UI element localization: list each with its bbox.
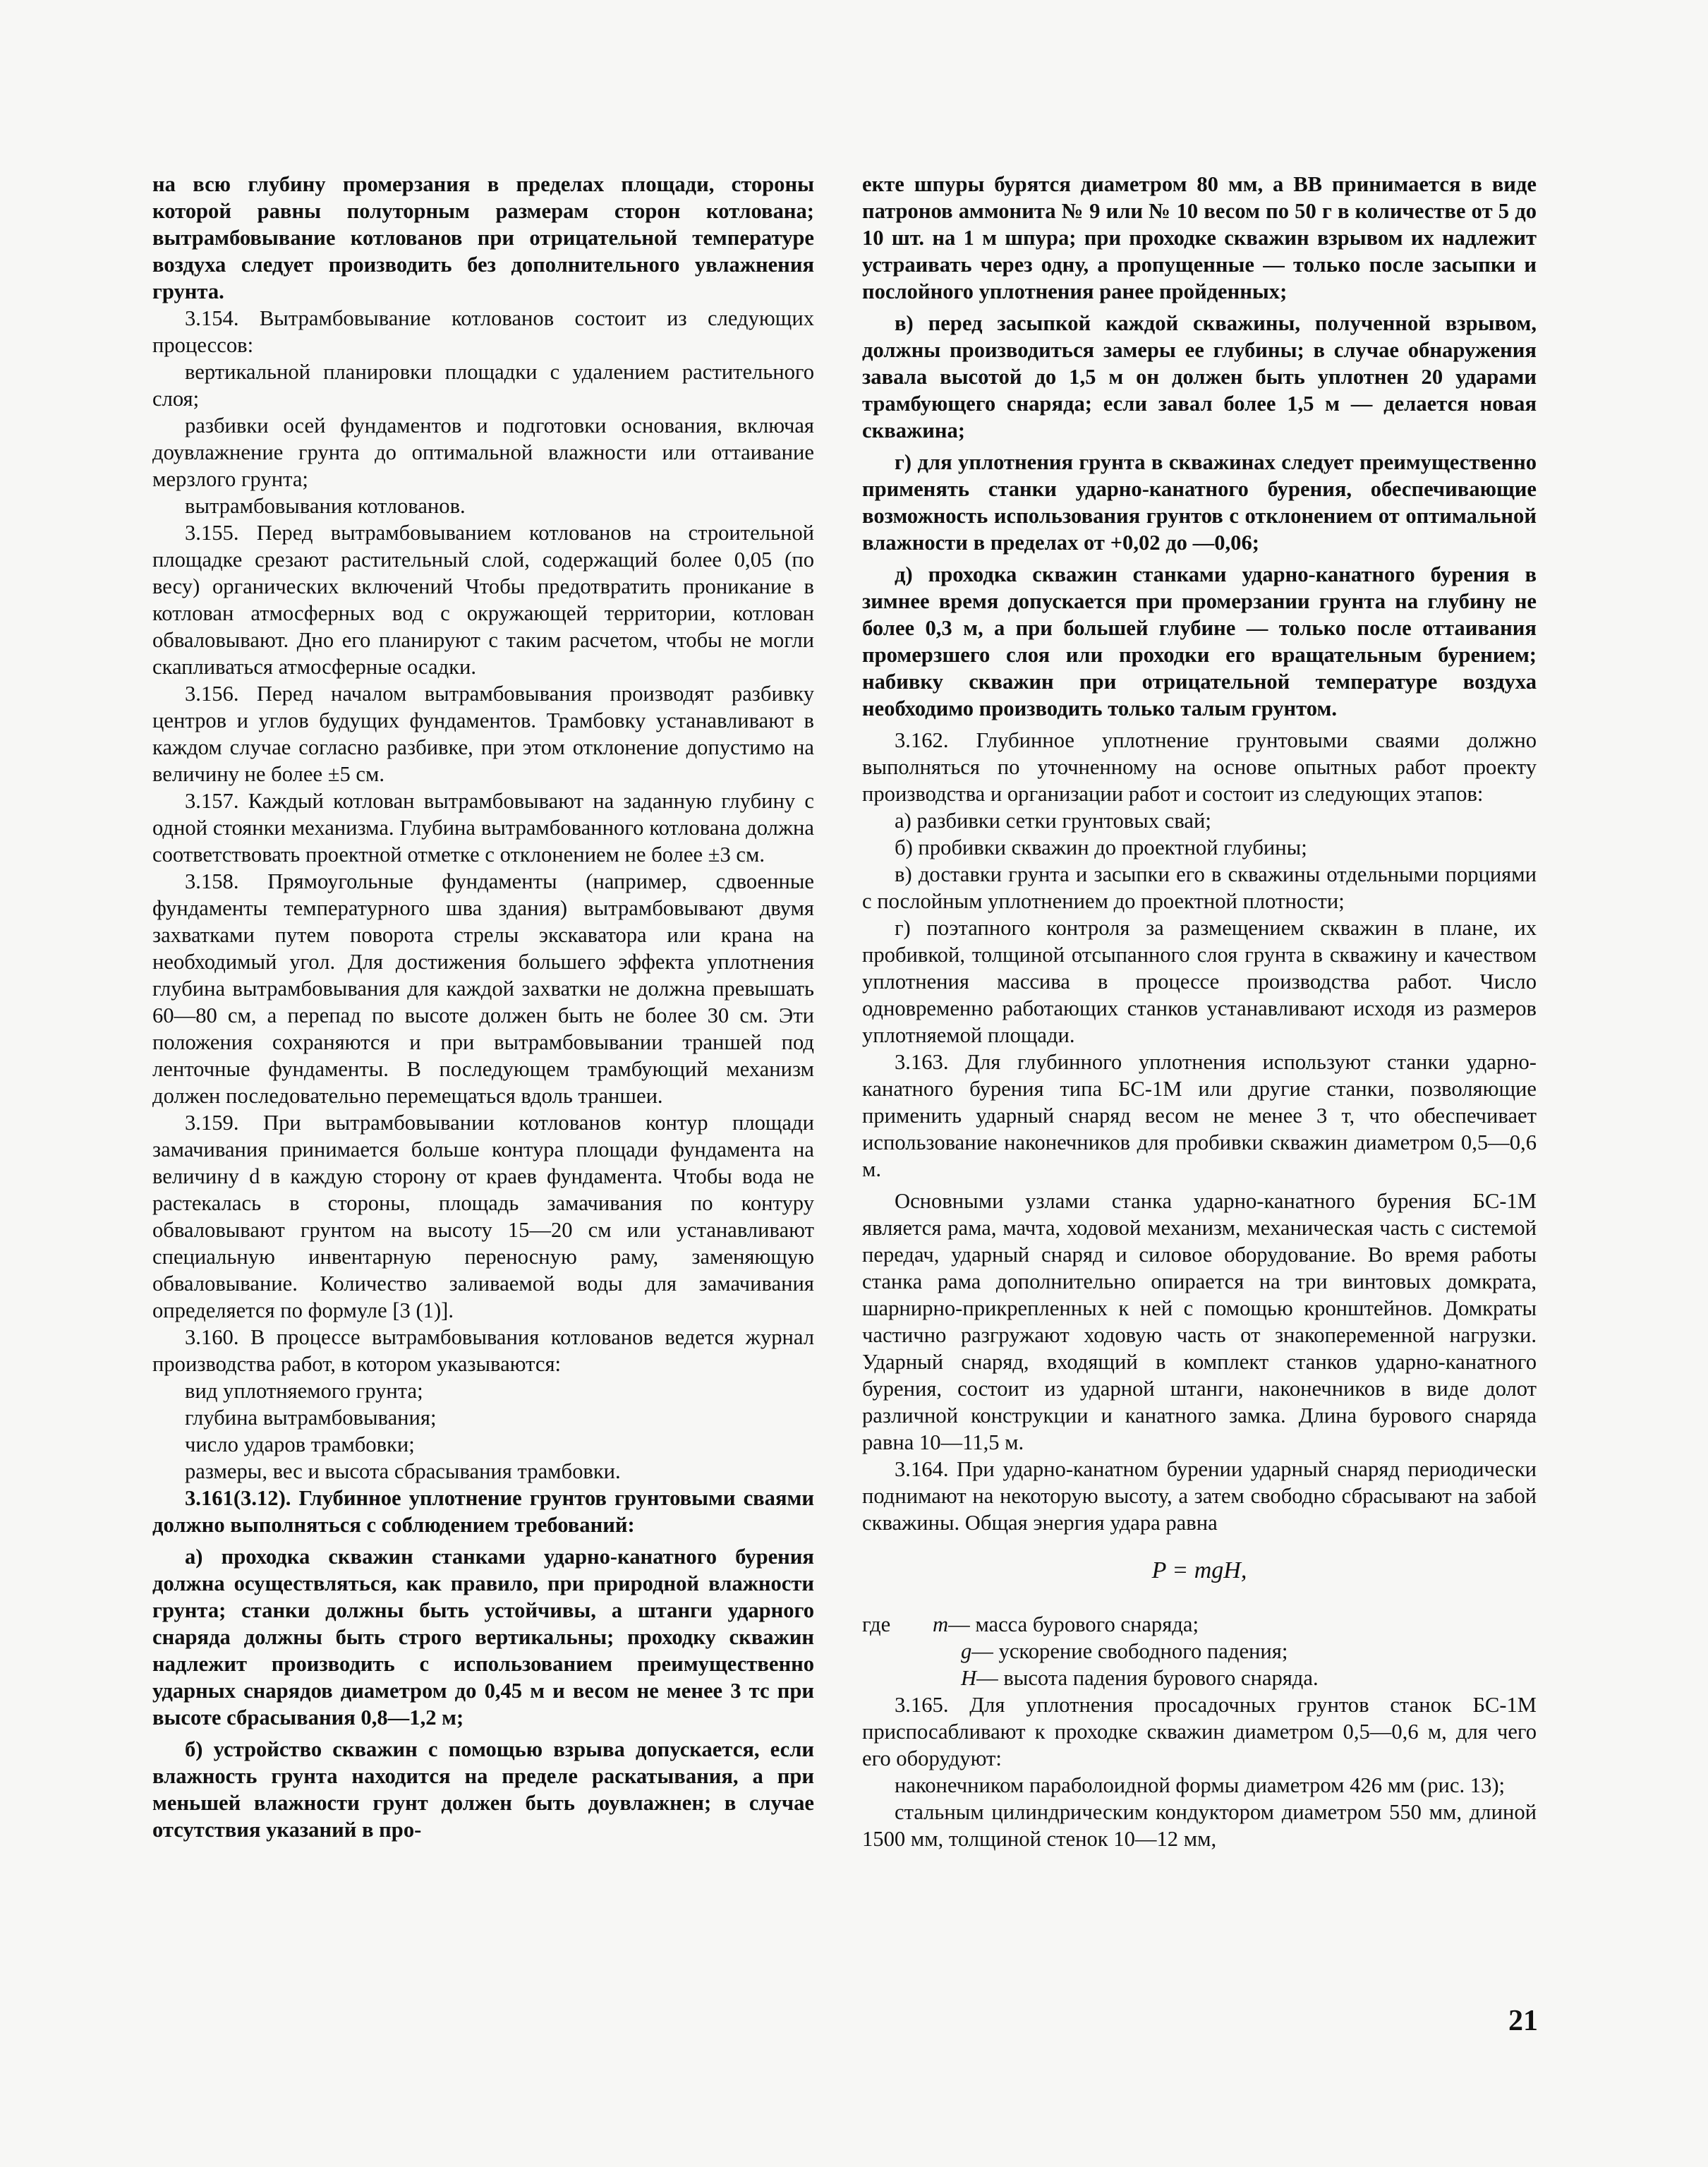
section-3-157: 3.157. Каждый котлован вытрамбовывают на заданную глубину с одной стоянки механизма. Глубина вытрамбованного котлована должна соответствовать проектной отметке с отклонением не более ±3 см. bbox=[152, 789, 814, 867]
symbol-h: H bbox=[961, 1666, 977, 1690]
list-item: разбивки осей фундаментов и подготовки основания, включая доувлажнение грунта до оптимальной влажности или оттаивание мерзлого грунта; bbox=[152, 414, 814, 491]
list-item: размеры, вес и высота сбрасывания трамбовки. bbox=[185, 1459, 621, 1483]
section-3-162: 3.162. Глубинное уплотнение грунтовыми сваями должно выполняться по уточненному на основе опытных работ проекту производства и организации работ и состоит из следующих этапов: bbox=[862, 728, 1537, 806]
section-3-154: 3.154. Вытрамбовывание котлованов состоит из следующих процессов: bbox=[152, 306, 814, 357]
page-number: 21 bbox=[1508, 2005, 1538, 2037]
right-column bbox=[862, 171, 1537, 1852]
paragraph: на всю глубину промерзания в пределах площади, стороны которой равны полуторным размерам сторон котлована; вытрамбовывание котлованов при отрицательной температуре воздуха следует производить без дополнительного увлажнения грунта. bbox=[152, 172, 814, 303]
energy-formula: P = mgH, bbox=[1151, 1557, 1247, 1583]
formula-legend-g bbox=[862, 1638, 1537, 1665]
paragraph: Основными узлами станка ударно-канатного бурения БС-1М является рама, мачта, ходовой механизм, механическая часть с системой передач, ударный снаряд и силовое оборудование. Во время работы станка рама дополнительно опирается на три винтовых домкрата, шарнирно-прикрепленных к ней с помощью кронштейнов. Домкраты частично разгружают ходовую часть от знакопеременной нагрузки. Ударный снаряд, входящий в комплект станков ударно-канатного бурения, состоит из ударной штанги, наконечников в виде долот различной конструкции и канатного замка. Длина бурового снаряда равна 10—11,5 м. bbox=[862, 1189, 1537, 1454]
symbol-g: g bbox=[961, 1639, 972, 1663]
legend-text: — ускорение свободного падения; bbox=[971, 1639, 1288, 1663]
requirement-b: б) устройство скважин с помощью взрыва допускается, если влажность грунта находится на пределе раскатывания, а при меньшей влажности грунт должен быть доувлажнен; в случае отсутствия указаний в про- bbox=[152, 1737, 814, 1842]
section-3-164: 3.164. При ударно-канатном бурении ударный снаряд периодически поднимают на некоторую высоту, а затем свободно сбрасывают на забой скважины. Общая энергия удара равна bbox=[862, 1457, 1537, 1535]
formula-legend-m bbox=[862, 1611, 1537, 1638]
section-3-165: 3.165. Для уплотнения просадочных грунтов станок БС-1М приспосабливают к проходке скважин диаметром 0,5—0,6 м, для чего его оборудуют: bbox=[862, 1693, 1537, 1770]
list-item: б) пробивки скважин до проектной глубины; bbox=[895, 835, 1307, 859]
list-item: число ударов трамбовки; bbox=[185, 1432, 415, 1456]
section-3-163: 3.163. Для глубинного уплотнения используют станки ударно-канатного бурения типа БС-1М или другие станки, позволяющие применить ударный снаряд весом не менее 3 т, что обеспечивает использование наконечников для пробивки скважин диаметром 0,5—0,6 м. bbox=[862, 1050, 1537, 1181]
section-3-158: 3.158. Прямоугольные фундаменты (например, сдвоенные фундаменты температурного шва здания) вытрамбовывают двумя захватками путем поворота стрелы экскаватора или крана на необходимый угол. Для достижения большего эффекта уплотнения глубина вытрамбовывания для каждой захватки не должна превышать 60—80 см, а перепад по высоте должен быть не более 30 см. Эти положения сохраняются и при вытрамбовывании траншей под ленточные фундаменты. В последующем трамбующий механизм должен последовательно перемещаться вдоль траншеи. bbox=[152, 869, 814, 1108]
section-3-159: 3.159. При вытрамбовывании котлованов контур площади замачивания принимается больше контура площади фундамента на величину d в каждую сторону от краев фундамента. Чтобы вода не растекалась в стороны, площадь замачивания по контуру обваловывают грунтом на высоту 15—20 см или устанавливают специальную инвентарную переносную раму, заменяющую обваловывание. Количество заливаемой воды для замачивания определяется по формуле [3 (1)]. bbox=[152, 1111, 814, 1322]
paragraph-continued: екте шпуры бурятся диаметром 80 мм, а ВВ принимается в виде патронов аммонита № 9 или № 10 весом по 50 г в количестве от 5 до 10 шт. на 1 м шпура; при проходке скважин взрывом их надлежит устраивать через одну, а пропущенные — только после засыпки и послойного уплотнения ранее пройденных; bbox=[862, 172, 1537, 303]
requirement-a: а) проходка скважин станками ударно-канатного бурения должна осуществляться, как правило, при природной влажности грунта; станки должны быть устойчивы, а штанги ударного снаряда должны быть строго вертикальны; проходку скважин надлежит производить с использованием преимущественно ударных снарядов диаметром до 0,45 м и весом не менее 3 тс при высоте сбрасывания 0,8—1,2 м; bbox=[152, 1545, 814, 1730]
formula-legend-h bbox=[862, 1665, 1537, 1691]
section-3-156: 3.156. Перед началом вытрамбовывания производят разбивку центров и углов будущих фундаментов. Трамбовку устанавливают в каждом случае согласно разбивке, при этом отклонение допустимо на величину не более ±5 см. bbox=[152, 682, 814, 786]
legend-text: — масса бурового снаряда; bbox=[948, 1612, 1199, 1636]
list-item: вертикальной планировки площадки с удалением растительного слоя; bbox=[152, 360, 814, 411]
requirement-g: г) для уплотнения грунта в скважинах следует преимущественно применять станки ударно-канатного бурения, обеспечивающие возможность использования грунтов с отклонением от оптимальной влажности в пределах от +0,02 до —0,06; bbox=[862, 450, 1537, 555]
list-item: вытрамбовывания котлованов. bbox=[185, 494, 466, 518]
section-3-160: 3.160. В процессе вытрамбовывания котлованов ведется журнал производства работ, в котором указываются: bbox=[152, 1325, 814, 1376]
section-3-161: 3.161(3.12). Глубинное уплотнение грунтов грунтовыми сваями должно выполняться с соблюдением требований: bbox=[152, 1486, 814, 1537]
list-item: г) поэтапного контроля за размещением скважин в плане, их пробивкой, толщиной отсыпанного слоя грунта в скважину и качеством уплотнения массива в процессе производства работ. Число одновременно работающих станков устанавливают исходя из размеров уплотняемой площади. bbox=[862, 916, 1537, 1047]
requirement-v: в) перед засыпкой каждой скважины, полученной взрывом, должны производиться замеры ее глубины; в случае обнаружения завала высотой до 1,5 м он должен быть уплотнен 20 ударами трамбующего снаряда; если завал более 1,5 м — делается новая скважина; bbox=[862, 311, 1537, 442]
list-item: в) доставки грунта и засыпки его в скважины отдельными порциями с послойным уплотнением до проектной плотности; bbox=[862, 862, 1537, 913]
list-item: а) разбивки сетки грунтовых свай; bbox=[895, 809, 1211, 833]
list-item: наконечником параболоидной формы диаметром 426 мм (рис. 13); bbox=[895, 1773, 1506, 1797]
section-3-155: 3.155. Перед вытрамбовыванием котлованов на строительной площадке срезают растительный слой, содержащий более 0,05 (по весу) органических включений Чтобы предотвратить проникание в котлован атмосферных вод с окружающей территории, котлован обваловывают. Дно его планируют с таким расчетом, чтобы не могли скапливаться атмосферные осадки. bbox=[152, 521, 814, 679]
requirement-d: д) проходка скважин станками ударно-канатного бурения в зимнее время допускается при промерзании грунта на глубину не более 0,3 м, а при большей глубине — только после оттаивания промерзшего слоя или проходки его вращательным бурением; набивку скважин при отрицательной температуре воздуха необходимо производить только талым грунтом. bbox=[862, 562, 1537, 720]
list-item: стальным цилиндрическим кондуктором диаметром 550 мм, длиной 1500 мм, толщиной стенок 10—12 мм, bbox=[862, 1800, 1537, 1851]
legend-text: — высота падения бурового снаряда. bbox=[976, 1666, 1319, 1690]
symbol-m: m bbox=[933, 1612, 949, 1636]
where-word: где bbox=[862, 1612, 891, 1636]
list-item: вид уплотняемого грунта; bbox=[185, 1379, 423, 1403]
left-column bbox=[152, 171, 814, 1843]
list-item: глубина вытрамбовывания; bbox=[185, 1406, 437, 1430]
